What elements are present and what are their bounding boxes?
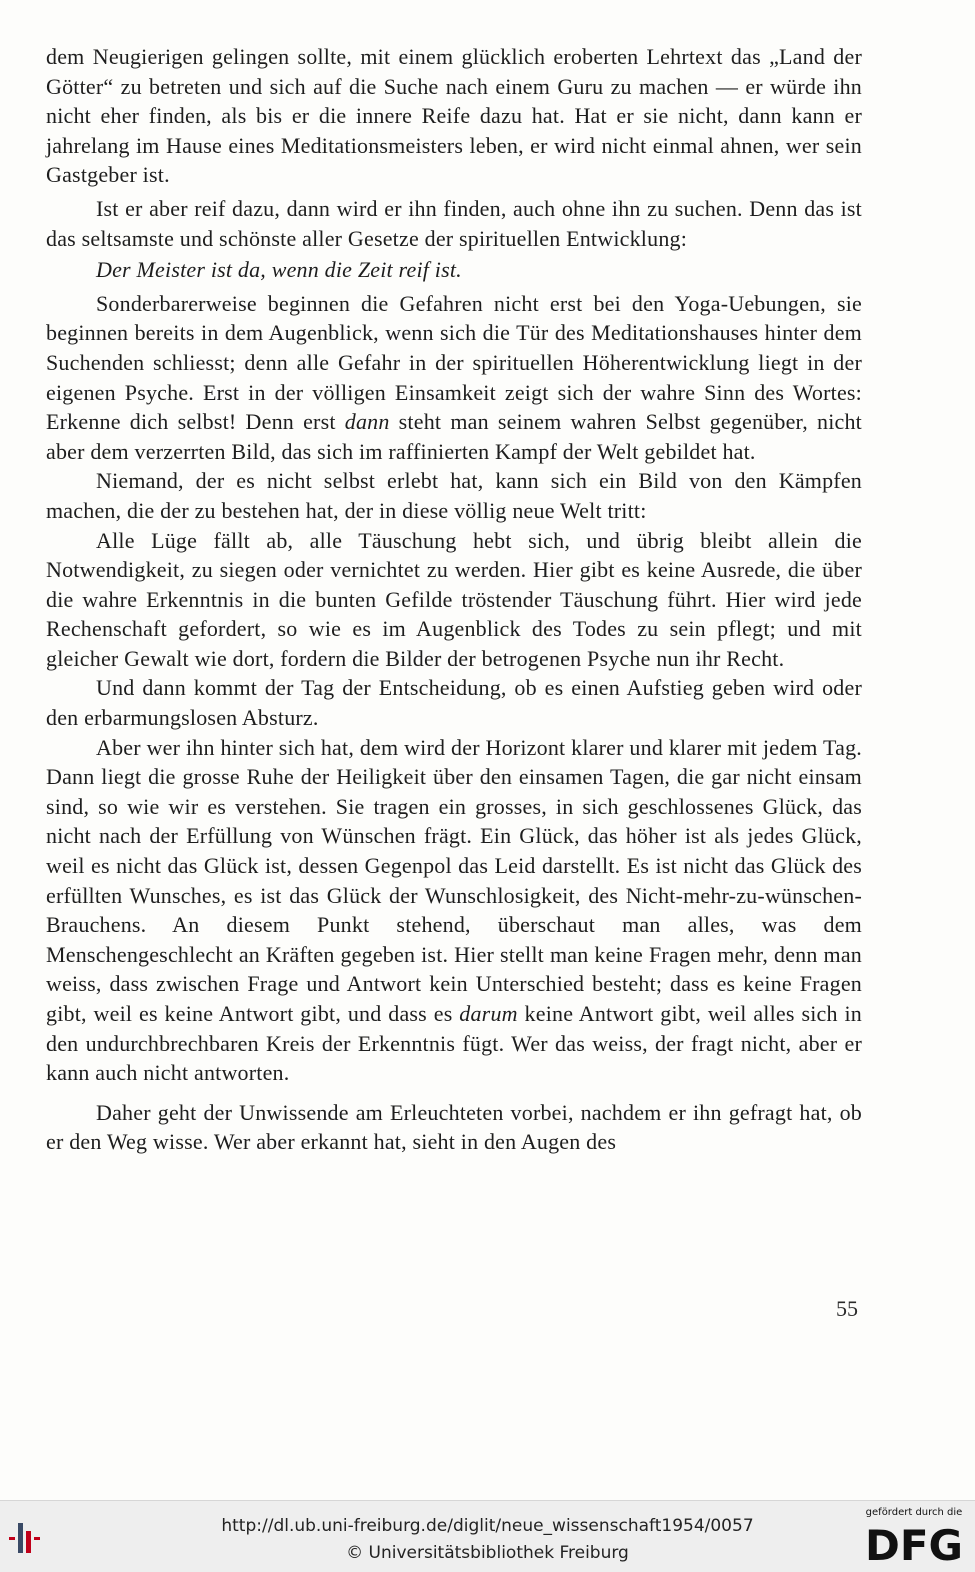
- paragraph-text: Daher geht der Unwissende am Erleuchteten vorbei, nachdem er ihn gefragt hat, ob er den Weg wisse. Wer aber erkannt hat, sieht in den Augen des: [46, 1099, 862, 1155]
- paragraph-text: Ist er aber reif dazu, dann wird er ihn finden, auch ohne ihn zu suchen. Denn das ist das seltsamste und schönste aller Gesetze der spirituellen Entwicklung:: [46, 195, 862, 251]
- emphasized-text: dann: [344, 409, 390, 435]
- paragraph-text: Niemand, der es nicht selbst erlebt hat, kann sich ein Bild von den Kämpfen machen, die der zu bestehen hat, der in diese völlig neue Welt tritt:: [46, 468, 862, 523]
- permalink-url[interactable]: http://dl.ub.uni-freiburg.de/diglit/neue_wissenschaft1954/0057: [221, 1516, 754, 1536]
- paragraph: [46, 194, 862, 253]
- paragraph-text: Und dann kommt der Tag der Entscheidung, ob es einen Aufstieg geben wird oder den erbarmungslosen Absturz.: [46, 675, 862, 731]
- paragraph-text: keine Antwort gibt, weil alles sich in den undurchbrechbaren Kreis der Erkenntnis fügt. Wer das weiss, der fragt nicht, aber er kann auch nicht antworten.: [46, 1001, 862, 1086]
- paragraph: [46, 526, 862, 674]
- copyright-notice: © Universitätsbibliothek Freiburg: [346, 1543, 629, 1563]
- paragraph-text: Sonderbarerweise beginnen die Gefahren nicht erst bei den Yoga-Uebungen, sie beginnen bereits in dem Augenblick, wenn sich die Tür des Meditationshauses hinter dem Suchenden schliesst; denn alle Gefahr in der spirituellen Höherentwicklung liegt in der eigenen Psyche. Erst in der völligen Einsamkeit zeigt sich der wahre Sinn des Wortes: Erkenne dich selbst! Denn erst: [46, 290, 862, 435]
- paragraph-text: steht man seinem wahren Selbst gegenüber, nicht aber dem verzerrten Bild, das sich im raffinierten Kampf der Welt gebildet hat.: [46, 409, 862, 464]
- paragraph-text: Alle Lüge fällt ab, alle Täuschung hebt sich, und übrig bleibt allein die Notwendigkeit, zu siegen oder vernichtet zu werden. Hier gibt es keine Ausrede, die über die wahre Erkenntnis in die bunten Gefilde tröstender Täuschung führt. Hier wird jede Rechenschaft gefordert, so wie es im Augenblick des Todes zu sein pflegt; und mit gleicher Gewalt wie dort, fordern die Bilder der betrogenen Psyche nun ihr Recht.: [46, 527, 862, 671]
- paragraph-text: Aber wer ihn hinter sich hat, dem wird der Horizont klarer und klarer mit jedem Tag. Dann liegt die grosse Ruhe der Heiligkeit über den einsamen Tagen, die gar nicht einsam sind, so wie wir es verstehen. Sie tragen ein grosses, in sich geschlossenes Glück, das nicht nach der Erfüllung von Wünschen frägt. Ein Glück, das höher ist als jedes Glück, weil es nicht das Glück ist, dessen Gegenpol das Leid darstellt. Es ist nicht das Glück des erfüllten Wunsches, es ist das Glück der Wunschlosigkeit, des Nicht-mehr-zu-wünschen-Brauchens. An diesem Punkt stehend, überschaut man alles, was dem Menschengeschlecht an Kräften gegeben ist. Hier stellt man keine Fragen mehr, denn man weiss, dass zwischen Frage und Antwort kein Unterschied besteht; dass es keine Fragen gibt, weil es keine Antwort gibt, und dass es: [46, 734, 862, 1026]
- paragraph: [46, 255, 862, 285]
- paragraph: [46, 466, 862, 525]
- paragraph: [46, 1098, 862, 1157]
- viewer-footer: [0, 1500, 975, 1572]
- page-number: 55: [836, 1296, 858, 1321]
- paragraph: [46, 733, 862, 1088]
- paragraph: [46, 673, 862, 732]
- dfg-funding-badge: [858, 1507, 970, 1567]
- emphasized-text: darum: [459, 1001, 518, 1026]
- paragraph: [46, 289, 862, 467]
- paragraph: [46, 42, 862, 190]
- body-text: [46, 42, 862, 1157]
- paragraph-text: Der Meister ist da, wenn die Zeit reif ist.: [96, 257, 462, 283]
- dfg-caption: gefördert durch die: [865, 1507, 963, 1518]
- dfg-logo-icon: [858, 1520, 970, 1566]
- paragraph-text: dem Neugierigen gelingen sollte, mit einem glücklich eroberten Lehrtext das „Land der Götter“ zu betreten und sich auf die Suche nach einem Guru zu machen — er würde ihn nicht eher finden, als bis er die innere Reife dazu hat. Hat er sie nicht, dann kann er jahrelang im Hause eines Meditationsmeisters leben, er wird nicht einmal ahnen, wer sein Gastgeber ist.: [46, 44, 862, 188]
- dfg-logo-text: DFG: [864, 1521, 964, 1566]
